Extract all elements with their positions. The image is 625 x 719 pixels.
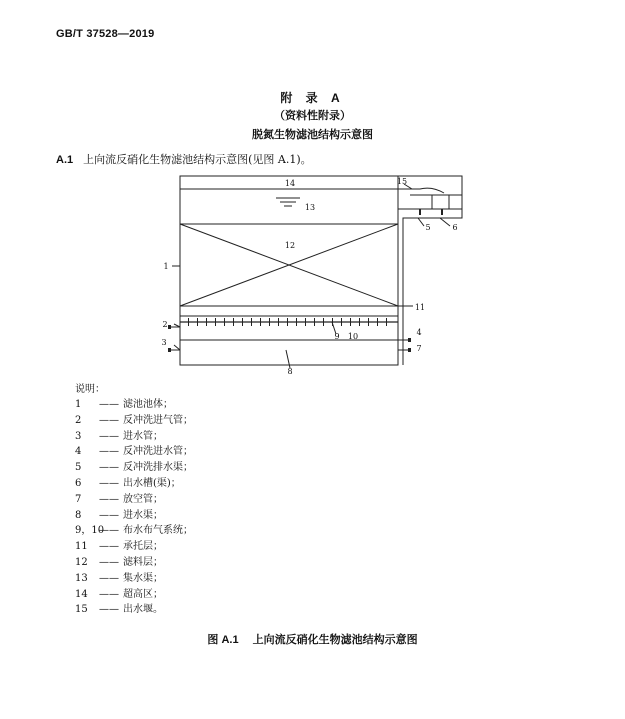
legend-text: 承托层； — [123, 541, 163, 553]
label-3: 3 — [161, 338, 167, 347]
label-2: 2 — [162, 320, 168, 329]
legend-item — [75, 429, 193, 445]
figure-caption-text: 上向流反硝化生物滤池结构示意图 — [252, 634, 418, 646]
legend-key: 13 — [75, 572, 88, 584]
legend-text: 出水堰。 — [123, 604, 163, 616]
label-13: 13 — [304, 203, 316, 212]
legend-item — [75, 523, 193, 539]
legend-text: 进水渠； — [123, 509, 163, 521]
legend-dash: —— — [99, 446, 119, 458]
legend-dash: —— — [99, 572, 119, 584]
label-12: 12 — [284, 241, 296, 250]
label-15: 15 — [396, 177, 408, 186]
clause-text: 上向流反硝化生物滤池结构示意图(见图 A.1)。 — [83, 153, 312, 166]
label-7: 7 — [416, 344, 422, 353]
legend-text: 进水管； — [123, 430, 163, 442]
legend-dash: —— — [99, 525, 119, 537]
label-10: 10 — [347, 332, 359, 341]
legend-dash: —— — [99, 493, 119, 505]
legend-key: 8 — [75, 509, 82, 521]
legend-key: 4 — [75, 446, 82, 458]
figure-caption — [0, 631, 625, 647]
legend-key: 11 — [75, 541, 88, 553]
effluent-trough — [398, 176, 462, 365]
legend-item — [75, 460, 193, 476]
label-4: 4 — [416, 328, 422, 337]
legend-item — [75, 555, 193, 571]
legend-title: 说明： — [75, 384, 105, 395]
annex-title: 附 录 A — [280, 91, 345, 105]
figure-number: 图 A.1 — [207, 634, 239, 646]
legend-dash: —— — [99, 430, 119, 442]
label-11: 11 — [414, 303, 426, 312]
legend-text: 反冲洗排水渠； — [123, 462, 193, 474]
legend-key: 5 — [75, 462, 82, 474]
legend-text: 超高区； — [123, 588, 163, 600]
legend-dash: —— — [99, 399, 119, 410]
legend-dash: —— — [99, 414, 119, 426]
legend-item — [75, 587, 193, 603]
legend-item — [75, 571, 193, 587]
legend-key: 2 — [75, 414, 82, 426]
legend-key: 12 — [75, 556, 88, 568]
standard-code: GB/T 37528—2019 — [56, 28, 155, 40]
label-14: 14 — [284, 179, 296, 188]
legend-dash: —— — [99, 462, 119, 474]
legend-key: 9，10 — [75, 525, 105, 537]
legend-item — [75, 397, 193, 413]
legend-dash: —— — [99, 477, 119, 489]
legend-text: 滤池池体； — [123, 399, 173, 410]
legend-item — [75, 539, 193, 555]
label-6: 6 — [452, 223, 458, 232]
legend-item — [75, 492, 193, 508]
legend-text: 滤料层； — [123, 556, 163, 568]
legend-text: 反冲洗进水管； — [123, 446, 193, 458]
legend-dash: —— — [99, 556, 119, 568]
legend-key: 14 — [75, 588, 88, 600]
label-8: 8 — [287, 367, 293, 376]
label-1: 1 — [163, 262, 169, 271]
legend-dash: —— — [99, 509, 119, 521]
legend-item — [75, 444, 193, 460]
legend-key: 3 — [75, 430, 82, 442]
legend-key: 1 — [75, 399, 82, 410]
annex-heading: 脱氮生物滤池结构示意图 — [252, 129, 373, 141]
clause-number: A.1 — [56, 154, 74, 166]
weir — [398, 188, 444, 193]
legend-key: 6 — [75, 477, 82, 489]
legend-item — [75, 476, 193, 492]
legend-key: 7 — [75, 493, 82, 505]
legend-dash: —— — [99, 588, 119, 600]
legend-text: 反冲洗进气管； — [123, 414, 193, 426]
annex-subtitle: （资料性附录） — [274, 110, 351, 122]
label-9: 9 — [334, 332, 340, 341]
legend-text: 出水槽(渠)； — [123, 477, 181, 489]
legend-text: 集水渠； — [123, 572, 163, 584]
label-5: 5 — [425, 223, 431, 232]
legend-dash: —— — [99, 604, 119, 616]
legend-item — [75, 508, 193, 524]
legend-text: 布水布气系统； — [123, 525, 193, 537]
legend-list — [75, 397, 193, 618]
tank-body — [180, 176, 398, 365]
legend-text: 放空管； — [123, 493, 163, 505]
legend-dash: —— — [99, 541, 119, 553]
legend-item — [75, 602, 193, 618]
legend-key: 15 — [75, 604, 88, 616]
legend-item — [75, 413, 193, 429]
